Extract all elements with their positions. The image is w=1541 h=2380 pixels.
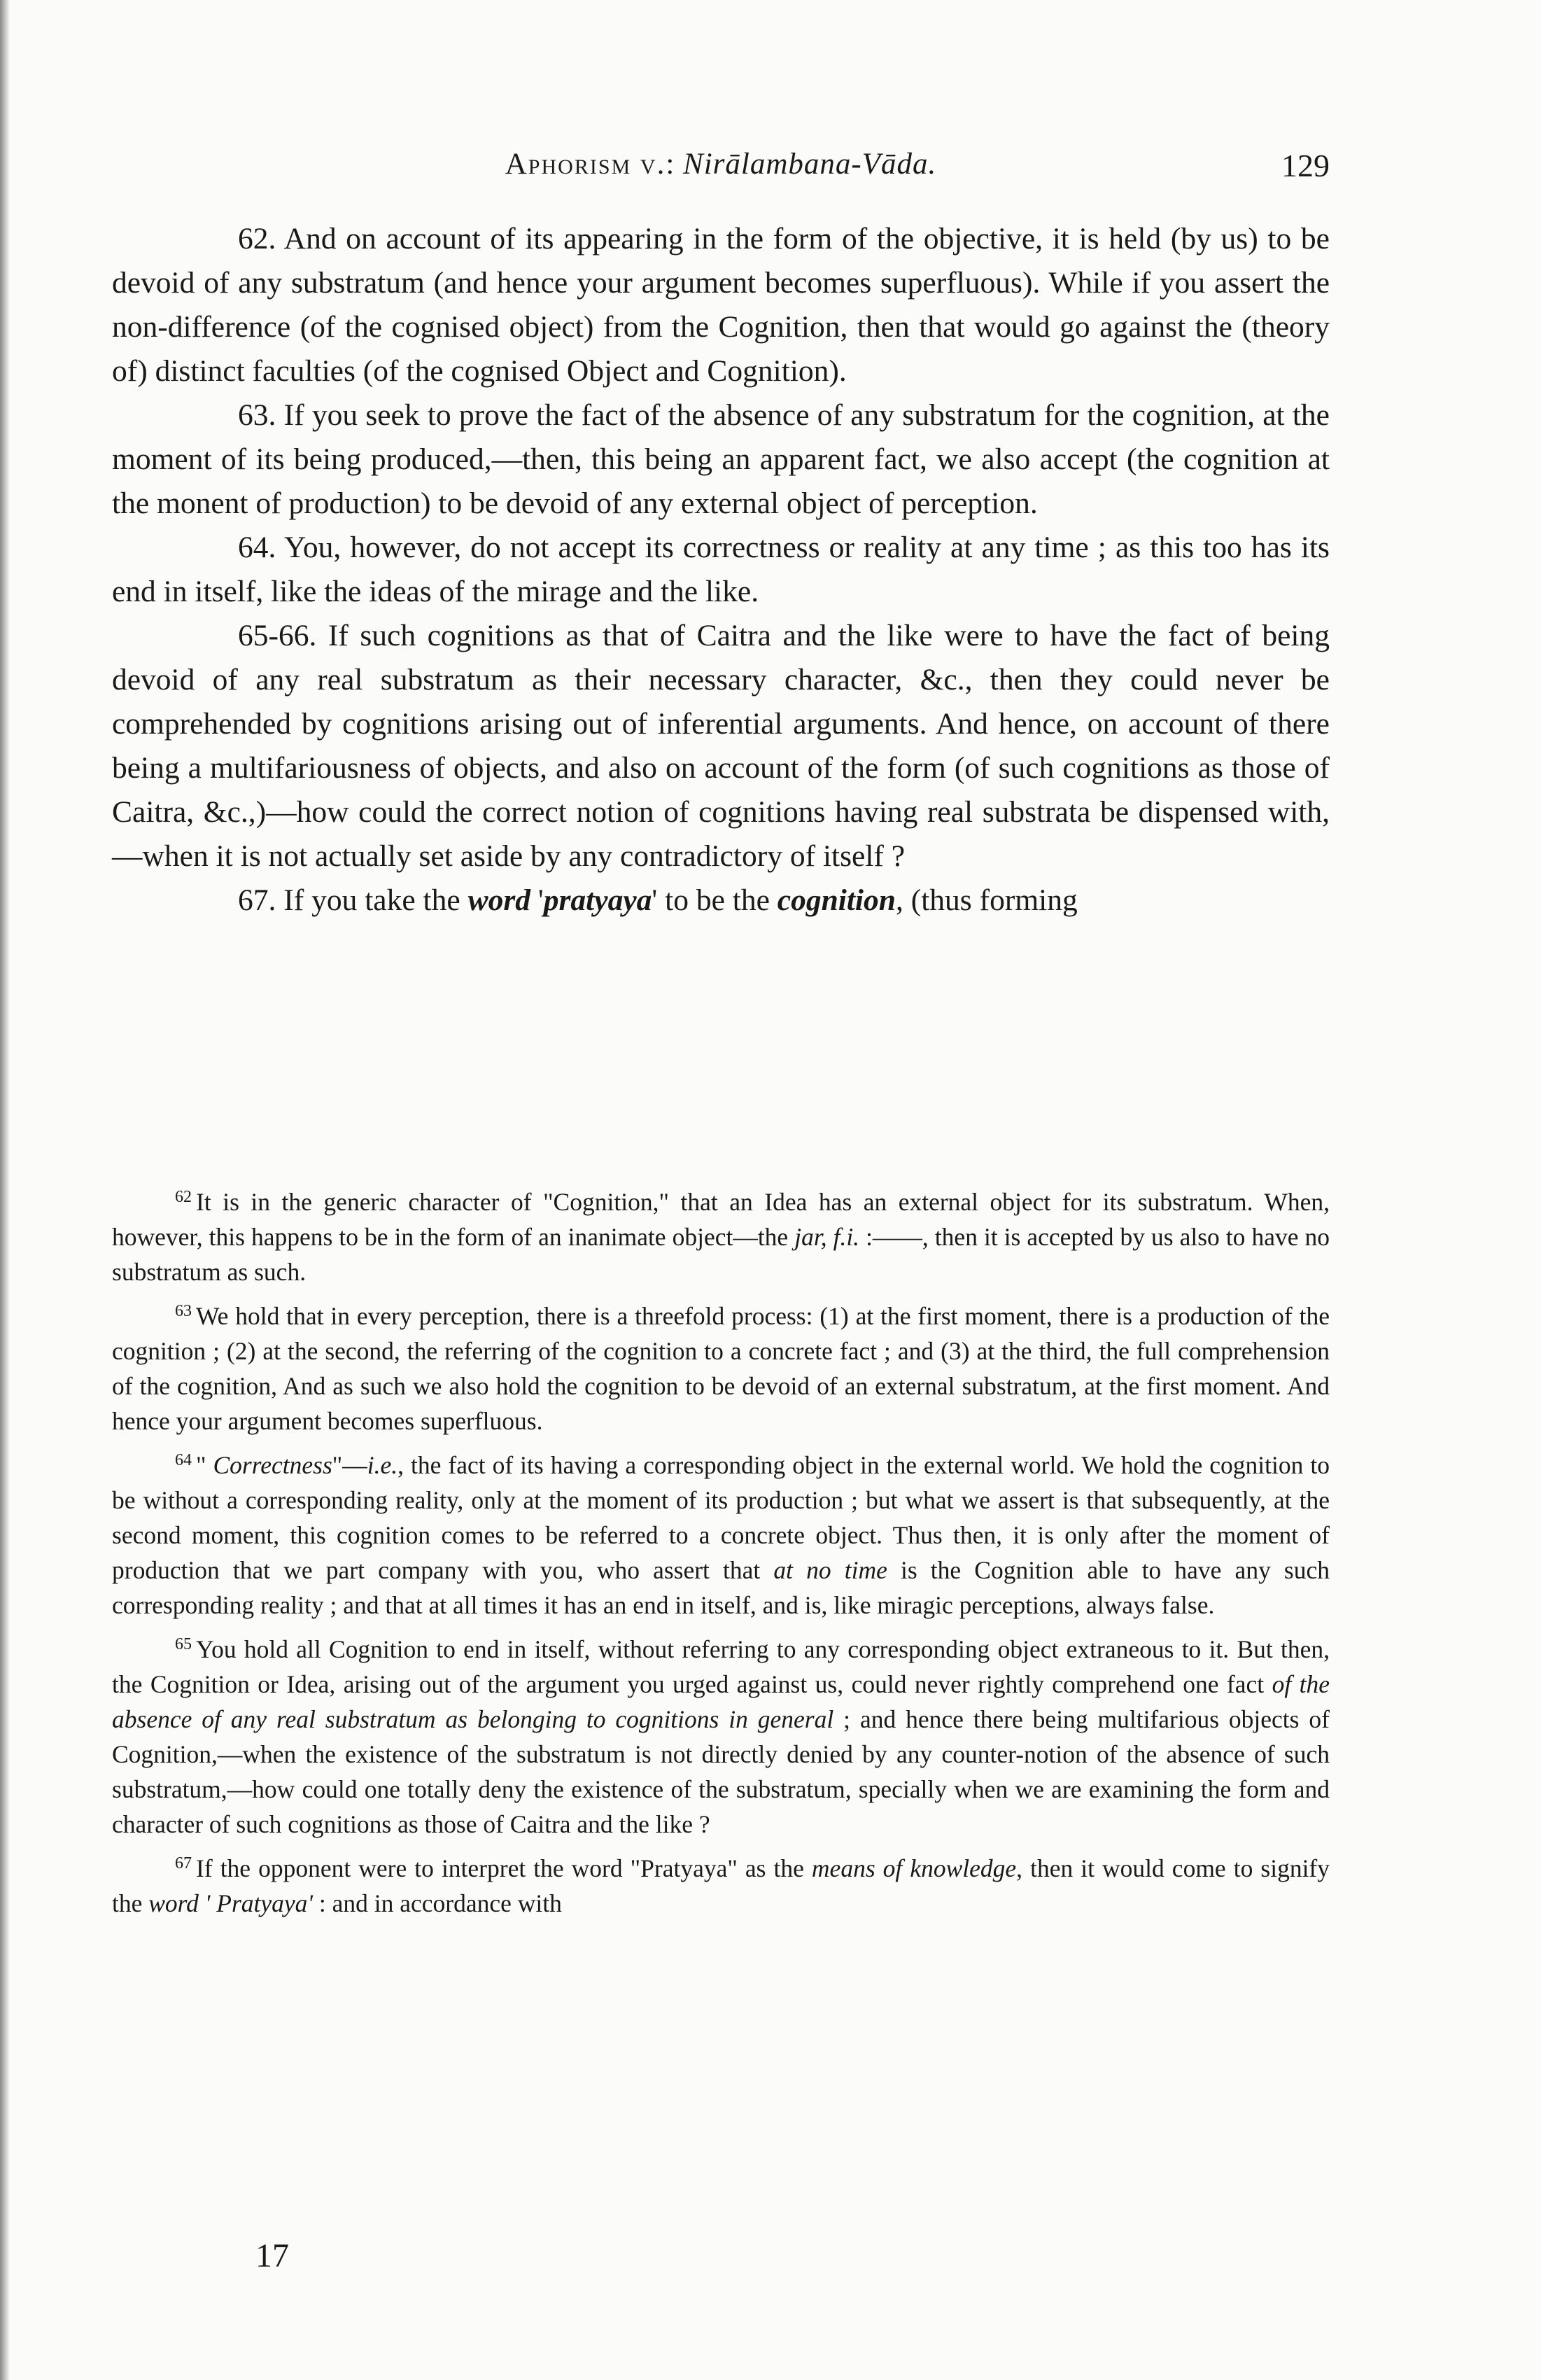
footnote-64-ie: i.e. [367, 1451, 398, 1479]
footnote-67-means: means of knowledge [811, 1854, 1017, 1882]
footnote-62-text-b: :——, then it is accepted by us also to have no substratum as such. [112, 1223, 1330, 1286]
footnote-64-text-b: "— [332, 1451, 367, 1479]
footnote-67-text-a: If the opponent were to interpret the word "Pratyaya" as the [196, 1854, 812, 1882]
p67-word: word [467, 883, 531, 917]
running-head [112, 147, 1330, 181]
footnote-64-number: 64 [175, 1451, 192, 1469]
footnote-62 [112, 1180, 1330, 1289]
footnote-65-text-a: You hold all Cognition to end in itself, without referring to any corresponding object extraneous to it. But then, the Cognition or Idea, arising out of the argument you urged against us, could never rightly comprehend one fact [112, 1635, 1330, 1698]
paragraph-64: 64. You, however, do not accept its correctness or reality at any time ; as this too has its end in itself, like the ideas of the mirage and the like. [112, 531, 1330, 608]
main-text [112, 217, 1330, 923]
footnote-67-word-pratyaya: word ' Pratyaya' [148, 1889, 313, 1917]
footnote-62-text-a: It is in the generic character of "Cognition," that an Idea has an external object for its substratum. When, however, this happens to be in the form of an inanimate object—the [112, 1188, 1330, 1251]
signature-mark: 17 [255, 2237, 289, 2274]
p67-part-a: 67. If you take the [238, 883, 468, 917]
paragraph-65-66: 65-66. If such cognitions as that of Caitra and the like were to have the fact of being devoid of any real substratum as their necessary character, &c., then they could never be comprehended by cognitions arising out of inferential arguments. And hence, on account of there being a multifariousness of objects, and also on account of the form (of such cognitions as those of Caitra, &c.,)—how could the correct notion of cognitions having real substrata be dispensed with,—when it is not actually set aside by any contradictory of itself ? [112, 619, 1330, 873]
page-header [112, 147, 1330, 196]
footnote-65-number: 65 [175, 1635, 192, 1653]
footnote-62-jar: jar, f.i. [794, 1223, 860, 1251]
page-number: 129 [1281, 148, 1330, 183]
binding-edge [0, 0, 10, 2380]
footnote-67-text-c: : and in accordance with [313, 1889, 562, 1917]
footnote-67-text-b: , then it would come to signify the [112, 1854, 1330, 1917]
footnote-64 [112, 1443, 1330, 1623]
p67-cognition: cognition [777, 883, 896, 917]
aphorism-label: Aphorism v. [505, 148, 666, 181]
header-separator: : [666, 148, 675, 181]
footnote-67 [112, 1846, 1330, 1921]
footnote-64-correctness: Correctness [213, 1451, 332, 1479]
chapter-title: Nirālambana-Vāda. [683, 148, 937, 181]
footnote-63-text: We hold that in every perception, there is a threefold process: (1) at the first moment, there is a production of the cognition ; (2) at the second, the referring of the cognition to a concrete fact ; and (3) at the third, the full comprehension of the cognition, And as such we also hold the cognition to be devoid of an external substratum, at the first moment. And hence your argument becomes superfluous. [112, 1302, 1330, 1435]
footnote-65-text-b: ; and hence there being multifarious objects of Cognition,—when the existence of the substratum is not directly denied by any counter-notion of the absence of such substratum,—how could one totally deny the existence of the substratum, specially when we are examining the form and character of such cognitions as those of Caitra and the like ? [112, 1705, 1330, 1838]
paragraph-63: 63. If you seek to prove the fact of the absence of any substratum for the cognition, at the moment of its being produced,—then, this being an apparent fact, we also accept (the cognition at the monent of production) to be devoid of any external object of perception. [112, 398, 1330, 520]
paragraph-62: 62. And on account of its appearing in the form of the objective, it is held (by us) to be devoid of any substratum (and hence your argument becomes superfluous). While if you assert the non-difference (of the cognised object) from the Cognition, then that would go against the (theory of) distinct faculties (of the cognised Object and Cognition). [112, 222, 1330, 388]
p67-part-d: , (thus forming [895, 883, 1078, 917]
p67-part-c: ' to be the [652, 883, 777, 917]
footnote-64-text-d: is the Cognition able to have any such corresponding reality ; and that at all times it has an end in itself, and is, like miragic perceptions, always false. [112, 1556, 1330, 1619]
footnote-65 [112, 1627, 1330, 1842]
footnotes [112, 1180, 1330, 1925]
footnote-64-text-c: , the fact of its having a corresponding object in the external world. We hold the cognition to be without a corresponding reality, only at the moment of its production ; but what we assert is that subsequently, at the second moment, this cognition comes to be referred to a concrete object. Thus then, it is only after the moment of production that we part company with you, who assert that [112, 1451, 1330, 1584]
p67-pratyaya: pratyaya [543, 883, 652, 917]
footnote-65-absence: of the absence of any real substratum as belonging to cognitions in general [112, 1670, 1330, 1733]
footnote-64-at-no-time: at no time [773, 1556, 887, 1584]
paragraph-67 [112, 878, 1330, 923]
p67-part-b: ' [530, 883, 544, 917]
footnote-64-text-a: " [196, 1451, 213, 1479]
footnote-62-number: 62 [175, 1188, 192, 1206]
footnote-67-number: 67 [175, 1854, 192, 1872]
footnote-63-number: 63 [175, 1302, 192, 1320]
footnote-63 [112, 1294, 1330, 1438]
